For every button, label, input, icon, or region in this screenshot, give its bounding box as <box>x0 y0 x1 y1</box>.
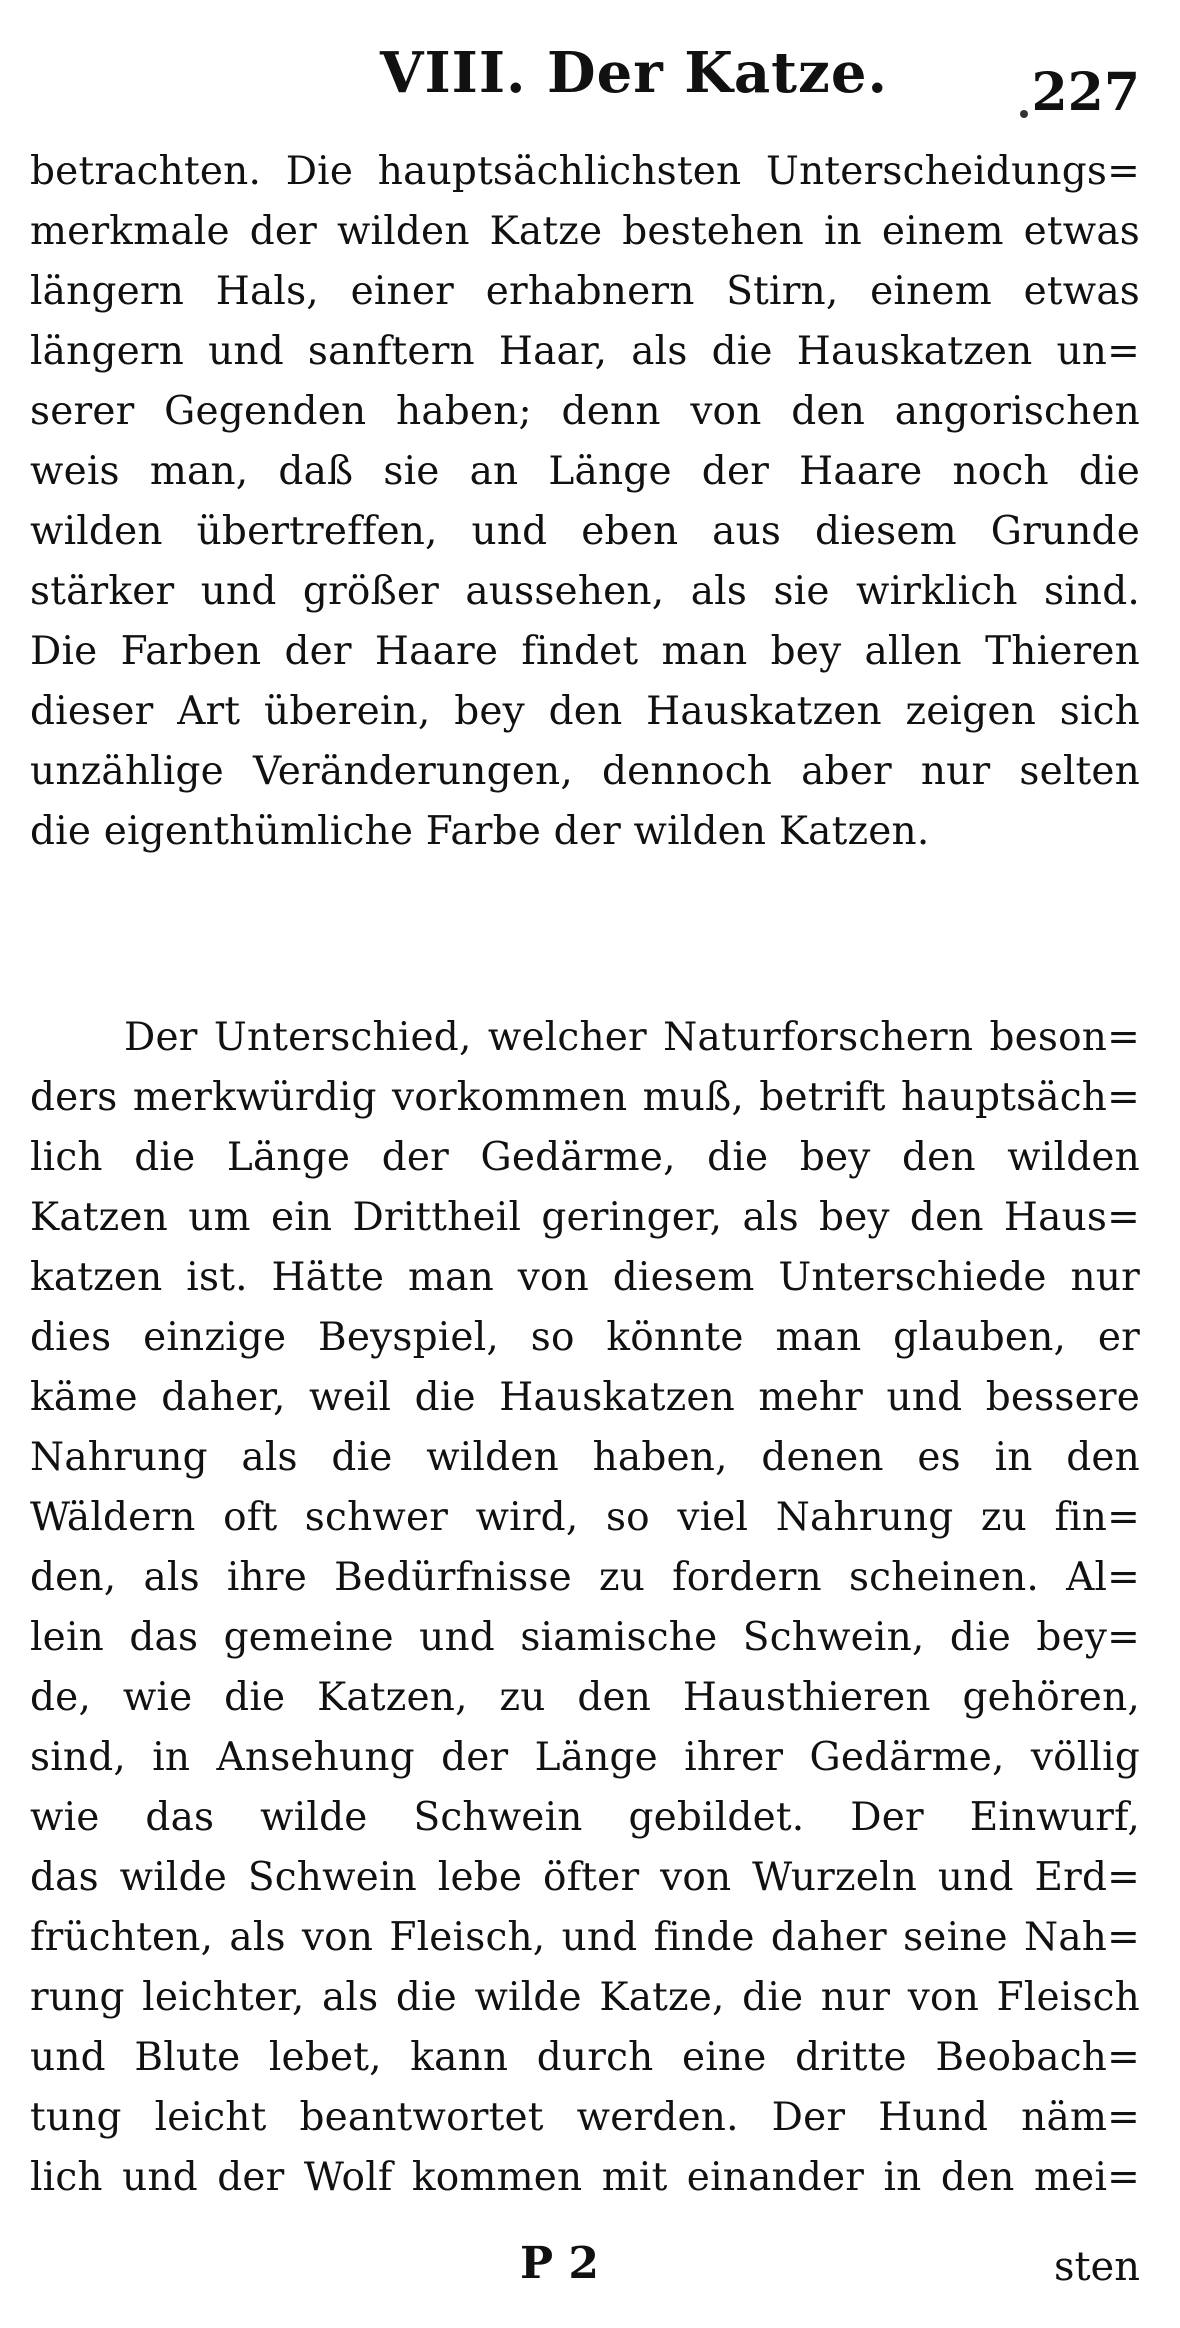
text-line: Die Farben der Haare findet man bey allen Thieren <box>30 629 1140 674</box>
text-line: weis man, daß sie an Länge der Haare noch die <box>30 449 1140 494</box>
text-line: längern und sanftern Haar, als die Hauskatzen un= <box>30 329 1140 374</box>
text-line: Nahrung als die wilden haben, denen es in den <box>30 1435 1140 1480</box>
text-line: die eigenthümliche Farbe der wilden Katzen. <box>30 809 930 854</box>
catchword: sten <box>1053 2244 1140 2290</box>
signature-mark: P 2 <box>520 2238 600 2289</box>
chapter-title: VIII. Der Katze. <box>380 40 888 106</box>
text-line: lich und der Wolf kommen mit einander in den mei= <box>30 2155 1140 2200</box>
text-line: den, als ihre Bedürfnisse zu fordern scheinen. Al= <box>30 1555 1140 1600</box>
paragraph-1 <box>30 142 1140 862</box>
text-line: ders merkwürdig vorkommen muß, betrift hauptsäch= <box>30 1075 1140 1120</box>
text-line: wilden übertreffen, und eben aus diesem Grunde <box>30 509 1140 554</box>
text-line: serer Gegenden haben; denn von den angorischen <box>30 389 1140 434</box>
text-line: stärker und größer aussehen, als sie wirklich sind. <box>30 569 1140 614</box>
text-line: betrachten. Die hauptsächlichsten Unterscheidungs= <box>30 149 1140 194</box>
text-line: das wilde Schwein lebe öfter von Wurzeln und Erd= <box>30 1855 1140 1900</box>
text-line: tung leicht beantwortet werden. Der Hund näm= <box>30 2095 1140 2140</box>
text-line: sind, in Ansehung der Länge ihrer Gedärme, völlig <box>30 1735 1140 1780</box>
text-line: Der Unterschied, welcher Naturforschern beson= <box>124 1015 1140 1060</box>
text-line: merkmale der wilden Katze bestehen in einem etwas <box>30 209 1140 254</box>
text-line: wie das wilde Schwein gebildet. Der Einwurf, <box>30 1795 1140 1840</box>
paragraph-2 <box>30 1008 1140 2208</box>
text-line: de, wie die Katzen, zu den Hausthieren gehören, <box>30 1675 1140 1720</box>
text-line: unzählige Veränderungen, dennoch aber nur selten <box>30 749 1140 794</box>
text-line: längern Hals, einer erhabnern Stirn, einem etwas <box>30 269 1140 314</box>
text-line: käme daher, weil die Hauskatzen mehr und bessere <box>30 1375 1140 1420</box>
text-line: dieser Art überein, bey den Hauskatzen zeigen sich <box>30 689 1140 734</box>
text-line: katzen ist. Hätte man von diesem Unterschiede nur <box>30 1255 1140 1300</box>
text-line: Katzen um ein Drittheil geringer, als bey den Haus= <box>30 1195 1140 1240</box>
text-line: lein das gemeine und siamische Schwein, die bey= <box>30 1615 1140 1660</box>
running-head <box>30 40 1140 123</box>
text-line: dies einzige Beyspiel, so könnte man glauben, er <box>30 1315 1140 1360</box>
text-line: rung leichter, als die wilde Katze, die nur von Fleisch <box>30 1975 1140 2020</box>
text-line: und Blute lebet, kann durch eine dritte Beobach= <box>30 2035 1140 2080</box>
page-number: 227 <box>1031 62 1140 123</box>
stray-ink-dot <box>1020 110 1028 118</box>
text-line: lich die Länge der Gedärme, die bey den wilden <box>30 1135 1140 1180</box>
text-line: früchten, als von Fleisch, und finde daher seine Nah= <box>30 1915 1140 1960</box>
text-line: Wäldern oft schwer wird, so viel Nahrung zu fin= <box>30 1495 1140 1540</box>
